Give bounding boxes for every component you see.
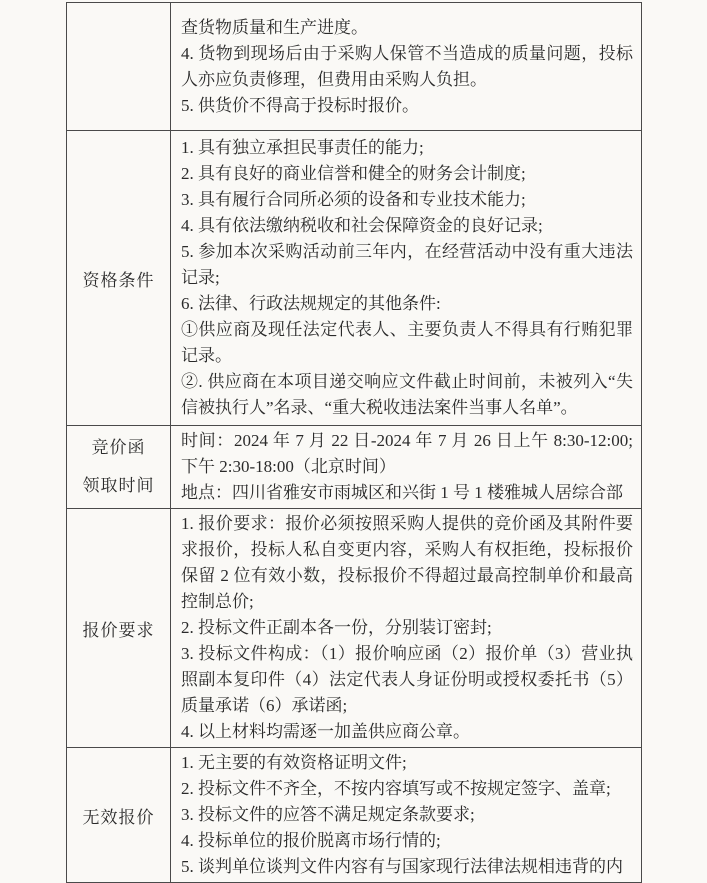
row-content-cell — [171, 509, 642, 748]
clause-text: 2. 投标文件正副本各一份，分别装订密封; — [181, 618, 492, 637]
clause-text: 3. 投标文件构成：（1）报价响应函（2）报价单（3）营业执照副本复印件（4）法定代表人身证份明或授权委托书（5）质量承诺（6）承诺函; — [181, 644, 633, 715]
clause-text: 5. 谈判单位谈判文件内容有与国家现行法律法规相违背的内 — [181, 857, 623, 876]
clause-text: 2. 具有良好的商业信誉和健全的财务会计制度; — [181, 164, 526, 183]
row-label-invalid-quotation — [67, 748, 171, 883]
table-row-continuation — [67, 3, 642, 131]
clause-text: 3. 投标文件的应答不满足规定条款要求; — [181, 805, 475, 824]
clause-text: ②. 供应商在本项目递交响应文件截止时间前，未被列入“失信被执行人”名录、“重大税收违法案件当事人名单”。 — [181, 372, 633, 417]
clause-text: ①供应商及现任法定代表人、主要负责人不得具有行贿犯罪记录。 — [181, 320, 633, 365]
row-label-text: 报价要求 — [82, 620, 155, 640]
row-content-cell — [171, 426, 642, 509]
row-label-qualifications — [67, 131, 171, 426]
row-content-cell — [171, 748, 642, 883]
row-label-cell-empty — [67, 3, 171, 131]
clause-text: 4. 投标单位的报价脱离市场行情的; — [181, 831, 441, 850]
clause-text: 6. 法律、行政法规规定的其他条件: — [181, 294, 441, 313]
row-label-quotation-requirements — [67, 509, 171, 748]
clause-text: 查货物质量和生产进度。 — [181, 17, 368, 37]
clause-text: 1. 具有独立承担民事责任的能力; — [181, 138, 424, 157]
table-row-qualifications — [67, 131, 642, 426]
clause-text: 1. 报价要求：报价必须按照采购人提供的竞价函及其附件要求报价，投标人私自变更内容，采购人有权拒绝，投标报价保留 2 位有效小数，投标报价不得超过最高控制单价和最高控制总价; — [181, 514, 633, 611]
procurement-terms-table — [66, 2, 642, 883]
clause-text: 时间：2024 年 7 月 22 日-2024 年 7 月 26 日上午 8:30-12:00; 下午 2:30-18:00（北京时间） — [181, 431, 633, 476]
clause-text: 3. 具有履行合同所必须的设备和专业技术能力; — [181, 190, 526, 209]
clause-text: 5. 供货价不得高于投标时报价。 — [181, 95, 419, 115]
clause-text: 1. 无主要的有效资格证明文件; — [181, 753, 407, 772]
row-label-bid-letter-collection — [67, 426, 171, 509]
clause-text: 地点：四川省雅安市雨城区和兴街 1 号 1 楼雅城人居综合部 — [181, 483, 623, 502]
clause-text: 4. 以上材料均需逐一加盖供应商公章。 — [181, 722, 470, 741]
table-row-bid-letter-collection — [67, 426, 642, 509]
row-label-text: 资格条件 — [82, 270, 155, 290]
clause-text: 4. 货物到现场后由于采购人保管不当造成的质量问题，投标人亦应负责修理，但费用由采购人负担。 — [181, 43, 633, 89]
clause-text: 2. 投标文件不齐全，不按内容填写或不按规定签字、盖章; — [181, 779, 611, 798]
table-row-invalid-quotation — [67, 748, 642, 883]
clause-text: 4. 具有依法缴纳税收和社会保障资金的良好记录; — [181, 216, 543, 235]
row-label-text: 竞价函 — [91, 438, 146, 457]
row-label-text: 领取时间 — [82, 476, 155, 495]
clause-text: 5. 参加本次采购活动前三年内，在经营活动中没有重大违法记录; — [181, 242, 633, 287]
row-content-cell — [171, 131, 642, 426]
table-row-quotation-requirements — [67, 509, 642, 748]
row-label-text: 无效报价 — [82, 807, 155, 827]
row-content-cell — [171, 3, 642, 131]
